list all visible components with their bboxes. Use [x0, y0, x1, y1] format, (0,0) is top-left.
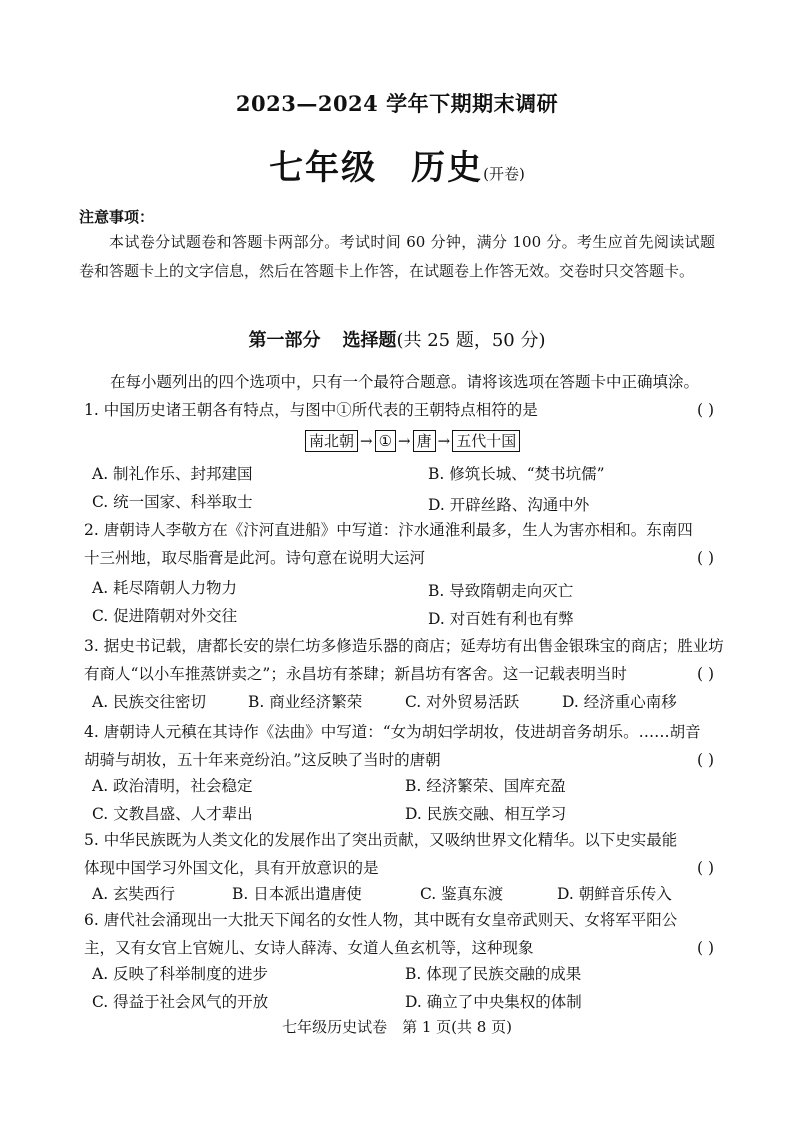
grade-label: 七年级 [269, 148, 378, 188]
option-a: A. 政治清明，社会稳定 [92, 777, 253, 795]
option-b: B. 体现了民族交融的成果 [405, 965, 582, 983]
question-line [84, 934, 714, 962]
question-2 [84, 516, 714, 572]
option-a: A. 反映了科举制度的进步 [92, 965, 269, 983]
question-line [84, 718, 714, 746]
flow-box: ① [375, 430, 396, 452]
option-c: C. 统一国家、科举取士 [92, 493, 253, 511]
answer-bracket: ( ) [696, 549, 714, 567]
question-line [84, 854, 714, 882]
question-text: 十三州地，取尽脂膏是此河。诗句意在说明大运河 [84, 549, 426, 567]
option-d: D. 确立了中央集权的体制 [405, 993, 582, 1011]
section-title [0, 326, 794, 352]
question-6 [84, 906, 714, 962]
arrow-icon: → [360, 432, 373, 450]
question-text: 6. 唐代社会涌现出一大批天下闻名的女性人物，其中既有女皇帝武则天、女将军平阳公 [84, 911, 678, 929]
question-line [84, 660, 714, 688]
flow-box: 五代十国 [452, 430, 520, 452]
question-line [84, 826, 714, 854]
section-count-label: (共 25 题，50 分) [396, 330, 546, 351]
option-b: B. 商业经济繁荣 [248, 693, 363, 711]
section-type-label: 选择题 [342, 330, 397, 351]
dynasty-flowchart [305, 429, 520, 453]
option-b: B. 经济繁荣、国库充盈 [405, 777, 566, 795]
question-line [84, 746, 714, 774]
question-text: 2. 唐朝诗人李敬方在《汴河直进船》中写道：汴水通淮利最多，生人为害亦相和。东南四 [84, 521, 693, 539]
question-text: 体现中国学习外国文化，具有开放意识的是 [84, 859, 379, 877]
section-instruction: 在每小题列出的四个选项中，只有一个最符合题意。请将该选项在答题卡中正确填涂。 [110, 373, 700, 391]
subject-label: 历史 [411, 148, 484, 188]
question-line [84, 632, 724, 660]
option-b: B. 日本派出遣唐使 [232, 885, 362, 903]
question-line [84, 396, 714, 424]
option-c: C. 对外贸易活跃 [405, 693, 520, 711]
option-d: D. 对百姓有利也有弊 [428, 610, 574, 628]
option-d: D. 经济重心南移 [562, 693, 677, 711]
grade-subject-title [0, 140, 794, 189]
page-footer: 七年级历史试卷 第 1 页(共 8 页) [282, 1018, 512, 1036]
exam-title: 2023—2024 学年下期期末调研 [235, 91, 559, 116]
option-a: A. 民族交往密切 [92, 693, 207, 711]
answer-bracket: ( ) [696, 939, 714, 957]
flow-box: 唐 [413, 430, 436, 452]
option-b: B. 导致隋朝走向灭亡 [428, 582, 574, 600]
flow-box: 南北朝 [305, 430, 358, 452]
question-text: 5. 中华民族既为人类文化的发展作出了突出贡献，又吸纳世界文化精华。以下史实最能 [84, 831, 678, 849]
question-5 [84, 826, 714, 882]
option-d: D. 开辟丝路、沟通中外 [428, 496, 590, 514]
question-line [84, 516, 714, 544]
question-text: 4. 唐朝诗人元稹在其诗作《法曲》中写道：“女为胡妇学胡妆，伎进胡音务胡乐。……胡音 [84, 723, 701, 741]
answer-bracket: ( ) [696, 751, 714, 769]
option-c: C. 促进隋朝对外交往 [92, 607, 238, 625]
question-line [84, 544, 714, 572]
arrow-icon: → [437, 432, 451, 450]
option-b: B. 修筑长城、“焚书坑儒” [428, 465, 605, 483]
question-line [84, 906, 714, 934]
option-a: A. 玄奘西行 [92, 885, 176, 903]
section-part-label: 第一部分 [248, 330, 321, 351]
question-text: 1. 中国历史诸王朝各有特点，与图中①所代表的王朝特点相符的是 [84, 401, 538, 419]
question-text: 主，又有女官上官婉儿、女诗人薛涛、女道人鱼玄机等，这种现象 [84, 939, 534, 957]
question-text: 胡骑与胡妆，五十年来竞纷泊。”这反映了当时的唐朝 [84, 751, 441, 769]
option-c: C. 鉴真东渡 [420, 885, 504, 903]
option-a: A. 耗尽隋朝人力物力 [92, 579, 238, 597]
question-text: 3. 据史书记载，唐都长安的崇仁坊多修造乐器的商店；延寿坊有出售金银珠宝的商店；胜业坊 [84, 637, 724, 655]
option-c: C. 文教昌盛、人才辈出 [92, 805, 253, 823]
arrow-icon: → [398, 432, 411, 450]
notice-heading: 注意事项： [79, 208, 155, 226]
question-text: 有商人“以小车推蒸饼卖之”；永昌坊有茶肆；新昌坊有客舍。这一记载表明当时 [84, 665, 627, 683]
answer-bracket: ( ) [696, 401, 714, 419]
option-d: D. 朝鲜音乐传入 [557, 885, 672, 903]
answer-bracket: ( ) [696, 665, 714, 683]
open-book-label: (开卷) [483, 165, 525, 183]
question-1 [84, 396, 714, 424]
answer-bracket: ( ) [696, 859, 714, 877]
option-c: C. 得益于社会风气的开放 [92, 993, 269, 1011]
option-d: D. 民族交融、相互学习 [405, 805, 567, 823]
question-3 [84, 632, 724, 688]
question-4 [84, 718, 714, 774]
notice-text: 本试卷分试题卷和答题卡两部分。考试时间 60 分钟，满分 100 分。考生应首先阅读试题卷和答题卡上的文字信息，然后在答题卡上作答，在试题卷上作答无效。交卷时只交答题卡。 [79, 233, 715, 280]
option-a: A. 制礼作乐、封邦建国 [92, 465, 253, 483]
